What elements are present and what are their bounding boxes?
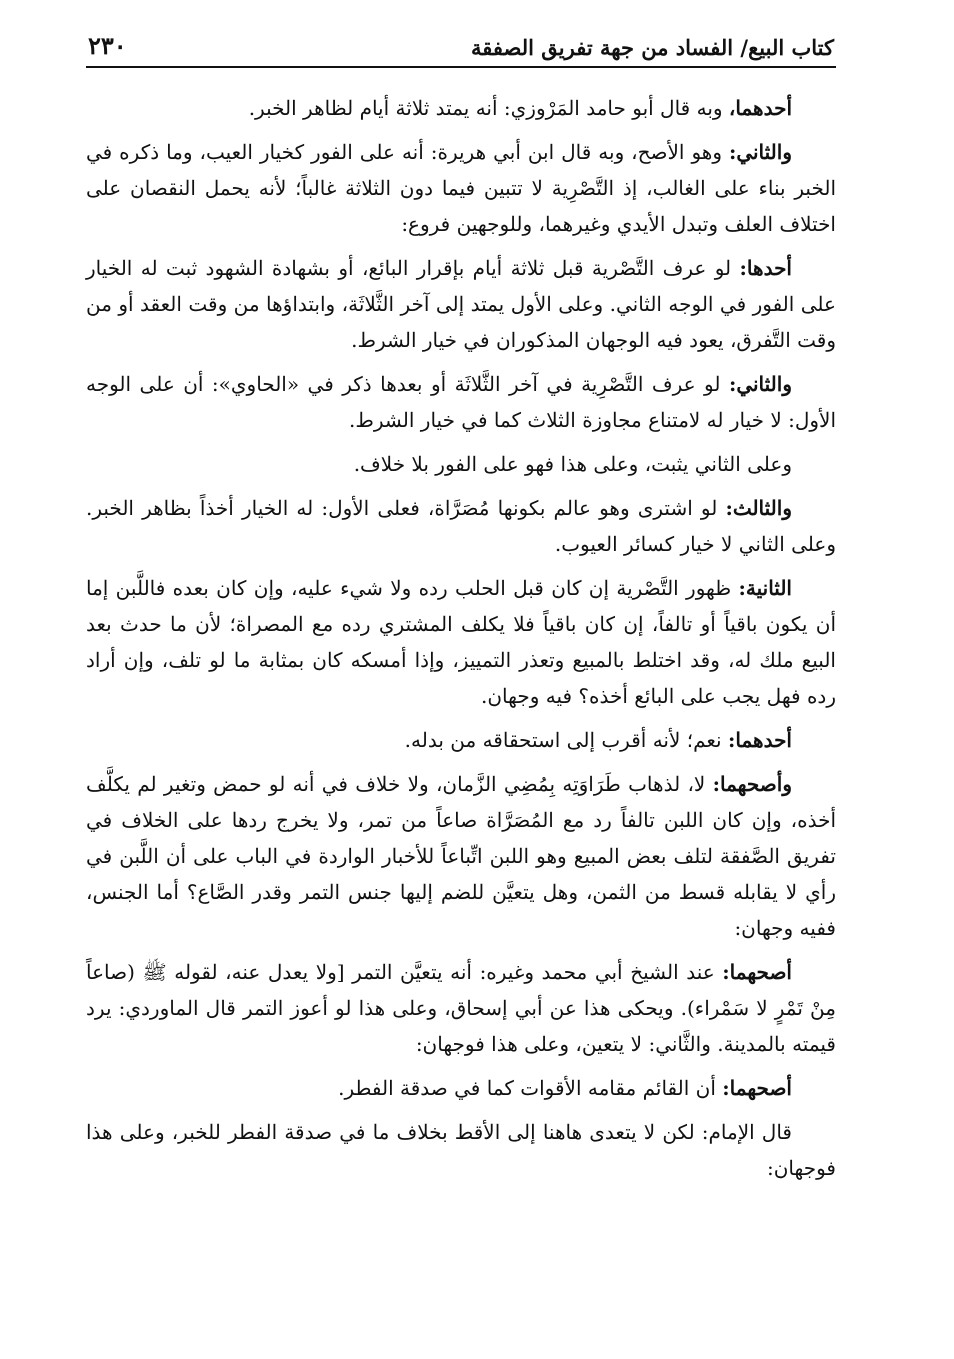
paragraph-text: وبه قال أبو حامد المَرْوزي: أنه يمتد ثلاثة أيام لظاهر الخبر. — [248, 96, 729, 120]
paragraph-text: ظهور التَّصْرية إن كان قبل الحلب رده ولا شيء عليه، وإن كان بعده فاللَّبن إما أن يكون باقياً أو تالفاً، إن كان باقياً فلا يكلف المشتري رده مع المصراة؛ لأن ما حدث بعد البيع ملك له، وقد اختلط بالمبيع وتعذر التمييز، وإذا أمسكه كان بمثابة ما لو تلف، وإن أراد رده فهل يجب على البائع أخذه؟ فيه وجهان. — [86, 576, 836, 708]
paragraph — [86, 90, 836, 126]
page-number: ٢٣٠ — [88, 31, 127, 60]
paragraph-term: وأصحهما: — [712, 772, 792, 796]
page — [86, 22, 836, 1194]
paragraph-text: عند الشيخ أبي محمد وغيره: أنه يتعيَّن التمر [ولا يعدل عنه، لقوله ﷺ (صاعاً مِنْ تَمْرٍ لا سَمْراء). ويحكى هذا عن أبي إسحاق، وعلى هذا لو أعوز التمر قال الماوردي: يرد قيمته بالمدينة. والثَّاني: لا يتعين، وعلى هذا فوجهان: — [86, 960, 836, 1056]
paragraph-term: والثالث: — [725, 496, 792, 520]
paragraph — [86, 250, 836, 358]
paragraph-term: أصحهما: — [722, 960, 792, 984]
paragraph-text: وهو الأصح، وبه قال ابن أبي هريرة: أنه على الفور كخيار العيب، وما ذكره في الخبر بناء على الغالب، إذ التَّصْرِية لا تتبين فيما دون الثلاثة غالباً؛ لأنه يحمل النقصان على اختلاف العلف وتبدل الأيدي وغيرهما، وللوجهين فروع: — [86, 140, 836, 236]
paragraph — [86, 366, 836, 438]
paragraph — [86, 954, 836, 1062]
paragraph-term: والثاني: — [728, 372, 792, 396]
paragraph — [86, 570, 836, 714]
paragraph — [86, 766, 836, 946]
paragraph-text: نعم؛ لأنه أقرب إلى استحقاقه من بدله. — [404, 728, 728, 752]
paragraph-term: أحدهما، — [728, 96, 792, 120]
paragraph — [86, 722, 836, 758]
paragraph-text: أن القائم مقامه الأقوات كما في صدقة الفطر. — [338, 1076, 723, 1100]
paragraph-term: أصحهما: — [722, 1076, 792, 1100]
page-header — [86, 22, 836, 68]
paragraph — [86, 1114, 836, 1186]
paragraph-term: والثاني: — [728, 140, 792, 164]
paragraph — [86, 490, 836, 562]
paragraph-text: وعلى الثاني يثبت، وعلى هذا فهو على الفور بلا خلاف. — [353, 452, 792, 476]
paragraph-term: الثانية: — [738, 576, 792, 600]
paragraph — [86, 446, 836, 482]
paragraph-text: لو عرف التَّصْرِية في آخر الثَّلاثَة أو بعدها ذكر في «الحاوي»: أن على الوجه الأول: لا خيار له لامتناع مجاوزة الثلاث كما في خيار الشرط. — [86, 372, 836, 432]
paragraph-term: أحدهما: — [727, 728, 792, 752]
paragraph — [86, 134, 836, 242]
paragraph-text: لو عرف التَّصْرية قبل ثلاثة أيام بإقرار البائع، أو بشهادة الشهود ثبت له الخيار على الفور في الوجه الثاني. وعلى الأول يمتد إلى آخر الثَّلاثَة، وابتداؤها من وقت العقد أو من وقت التَّفرق، يعود فيه الوجهان المذكوران في خيار الشرط. — [86, 256, 836, 352]
paragraph — [86, 1070, 836, 1106]
paragraph-text: قال الإمام: لكن لا يتعدى هاهنا إلى الأقط بخلاف ما في صدقة الفطر للخبر، وعلى هذا فوجهان: — [86, 1120, 836, 1180]
paragraph-term: أحدها: — [739, 256, 792, 280]
paragraph-text: لو اشترى وهو عالم بكونها مُصَرَّاة، فعلى الأول: له الخيار أخذاً بظاهر الخبر. وعلى الثاني لا خيار كسائر العيوب. — [86, 496, 836, 556]
running-title: كتاب البيع/ الفساد من جهة تفريق الصفقة — [471, 35, 834, 60]
page-body — [86, 68, 836, 1186]
paragraph-text: لا، لذهاب طَرَاوَتِه بِمُضِي الزَّمان، ولا خلاف في أنه لو حمض وتغير لم يكلَّف أخذه، وإن كان اللبن تالفاً رد مع المُصَرَّاة صاعاً من تمر، ولا يخرج ردها على الخلاف في تفريق الصَّفقة لتلف بعض المبيع وهو اللبن اتِّباعاً للأخبار الواردة في الباب على أن اللَّبن في رأي لا يقابله قسط من الثمن، وهل يتعيَّن للضم إليها جنس التمر وقدر الصَّاع؟ أما الجنس، ففيه وجهان: — [86, 772, 836, 940]
